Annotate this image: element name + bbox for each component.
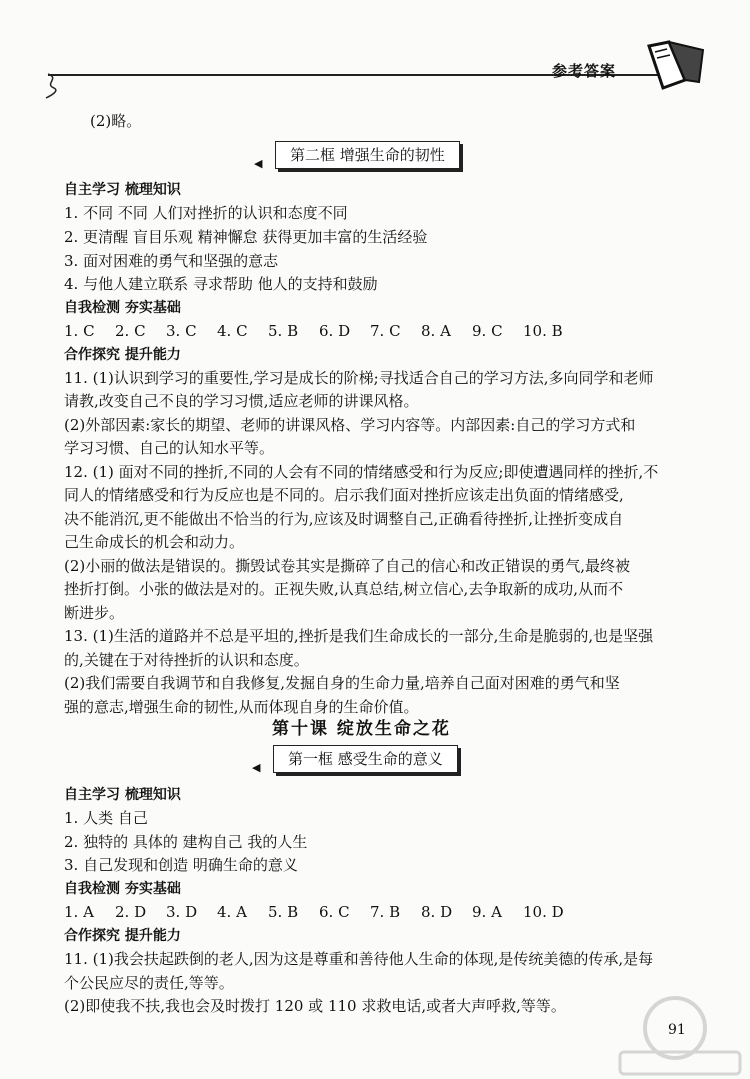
answer-line: 13. (1)生活的道路并不总是平坦的,挫折是我们生命成长的一部分,生命是脆弱的,也是坚强 (64, 627, 654, 645)
section-heading: 自主学习 梳理知识 (64, 182, 181, 198)
answer-line: 同人的情绪感受和行为反应也是不同的。启示我们面对挫折应该走出负面的情绪感受, (64, 486, 624, 504)
answer-line: (2)外部因素:家长的期望、老师的讲课风格、学习内容等。内部因素:自己的学习方式和 (64, 416, 636, 434)
list-item: 3. 自己发现和创造 明确生命的意义 (64, 856, 298, 874)
answer-item: 3. C (166, 322, 197, 340)
answer-item: 4. C (217, 322, 248, 340)
answer-line: 请教,改变自己不良的学习习惯,适应老师的讲课风格。 (64, 392, 419, 410)
answer-item: 3. D (166, 903, 198, 921)
header-title: 参考答案 (552, 62, 617, 80)
list-item: 3. 面对困难的勇气和坚强的意志 (64, 252, 279, 270)
section-box-label: 第一框 感受生命的意义 (288, 750, 443, 768)
answer-item: 5. B (268, 903, 299, 921)
section-heading: 合作探究 提升能力 (64, 928, 181, 944)
answer-item: 1. A (64, 903, 94, 921)
answer-line: 己生命成长的机会和动力。 (64, 533, 245, 551)
answer-item: 2. D (115, 903, 147, 921)
answer-row (64, 901, 574, 923)
answer-item: 10. D (523, 903, 564, 921)
answer-item: 10. B (523, 322, 563, 340)
answer-line: 12. (1) 面对不同的挫折,不同的人会有不同的情绪感受和行为反应;即使遭遇同样的挫折,不 (64, 463, 659, 481)
section-heading: 自我检测 夯实基础 (64, 881, 181, 897)
answer-line: 个公民应尽的责任,等等。 (64, 974, 234, 992)
arrow-left-icon: ◀ (254, 157, 263, 170)
answer-item: 6. C (319, 903, 350, 921)
answer-item: 2. C (115, 322, 146, 340)
answer-line: 强的意志,增强生命的韧性,从而体现自身的生命价值。 (64, 698, 419, 716)
list-item: 4. 与他人建立联系 寻求帮助 他人的支持和鼓励 (64, 275, 378, 293)
list-item: 1. 人类 自己 (64, 809, 148, 827)
answer-row (64, 320, 574, 342)
answer-item: 1. C (64, 322, 95, 340)
answer-line: (2)即使我不扶,我也会及时拨打 120 或 110 求救电话,或者大声呼救,等等。 (64, 997, 566, 1015)
answer-item: 5. B (268, 322, 299, 340)
answer-item: 9. C (472, 322, 503, 340)
section-box-label: 第二框 增强生命的韧性 (290, 146, 445, 164)
arrow-left-icon: ◀ (252, 761, 261, 774)
answer-line: 挫折打倒。小张的做法是对的。正视失败,认真总结,树立信心,去争取新的成功,从而不 (64, 580, 624, 598)
answer-item: 4. A (217, 903, 247, 921)
answer-item: 7. B (370, 903, 401, 921)
answer-line: 11. (1)认识到学习的重要性,学习是成长的阶梯;寻找适合自己的学习方法,多向同学和老师 (64, 369, 654, 387)
answer-line: 学习习惯、自己的认知水平等。 (64, 439, 275, 457)
answer-item: 6. D (319, 322, 351, 340)
answer-item: 7. C (370, 322, 401, 340)
section-box-title (252, 745, 458, 774)
answer-line: (2)我们需要自我调节和自我修复,发掘自身的生命力量,培养自己面对困难的勇气和坚 (64, 674, 620, 692)
answer-line: (2)略。 (90, 112, 142, 130)
lesson-title: 第十课 绽放生命之花 (272, 719, 451, 739)
section-heading: 自我检测 夯实基础 (64, 300, 181, 316)
answer-item: 9. A (472, 903, 502, 921)
section-box-title (254, 141, 460, 170)
answer-item: 8. A (421, 322, 451, 340)
list-item: 1. 不同 不同 人们对挫折的认识和态度不同 (64, 204, 348, 222)
book-icon (645, 40, 707, 92)
answer-line: 的,关键在于对待挫折的认识和态度。 (64, 651, 309, 669)
answer-item: 8. D (421, 903, 453, 921)
page-number: 91 (668, 1022, 686, 1038)
answer-line: 11. (1)我会扶起跌倒的老人,因为这是尊重和善待他人生命的体现,是传统美德的传承,是每 (64, 950, 654, 968)
answer-line: (2)小丽的做法是错误的。撕毁试卷其实是撕碎了自己的信心和改正错误的勇气,最终被 (64, 557, 631, 575)
answer-line: 决不能消沉,更不能做出不恰当的行为,应该及时调整自己,正确看待挫折,让挫折变成自 (64, 510, 624, 528)
answer-line: 断进步。 (64, 604, 125, 622)
list-item: 2. 独特的 具体的 建构自己 我的人生 (64, 833, 308, 851)
section-heading: 自主学习 梳理知识 (64, 787, 181, 803)
list-item: 2. 更清醒 盲目乐观 精神懈怠 获得更加丰富的生活经验 (64, 228, 428, 246)
section-heading: 合作探究 提升能力 (64, 347, 181, 363)
